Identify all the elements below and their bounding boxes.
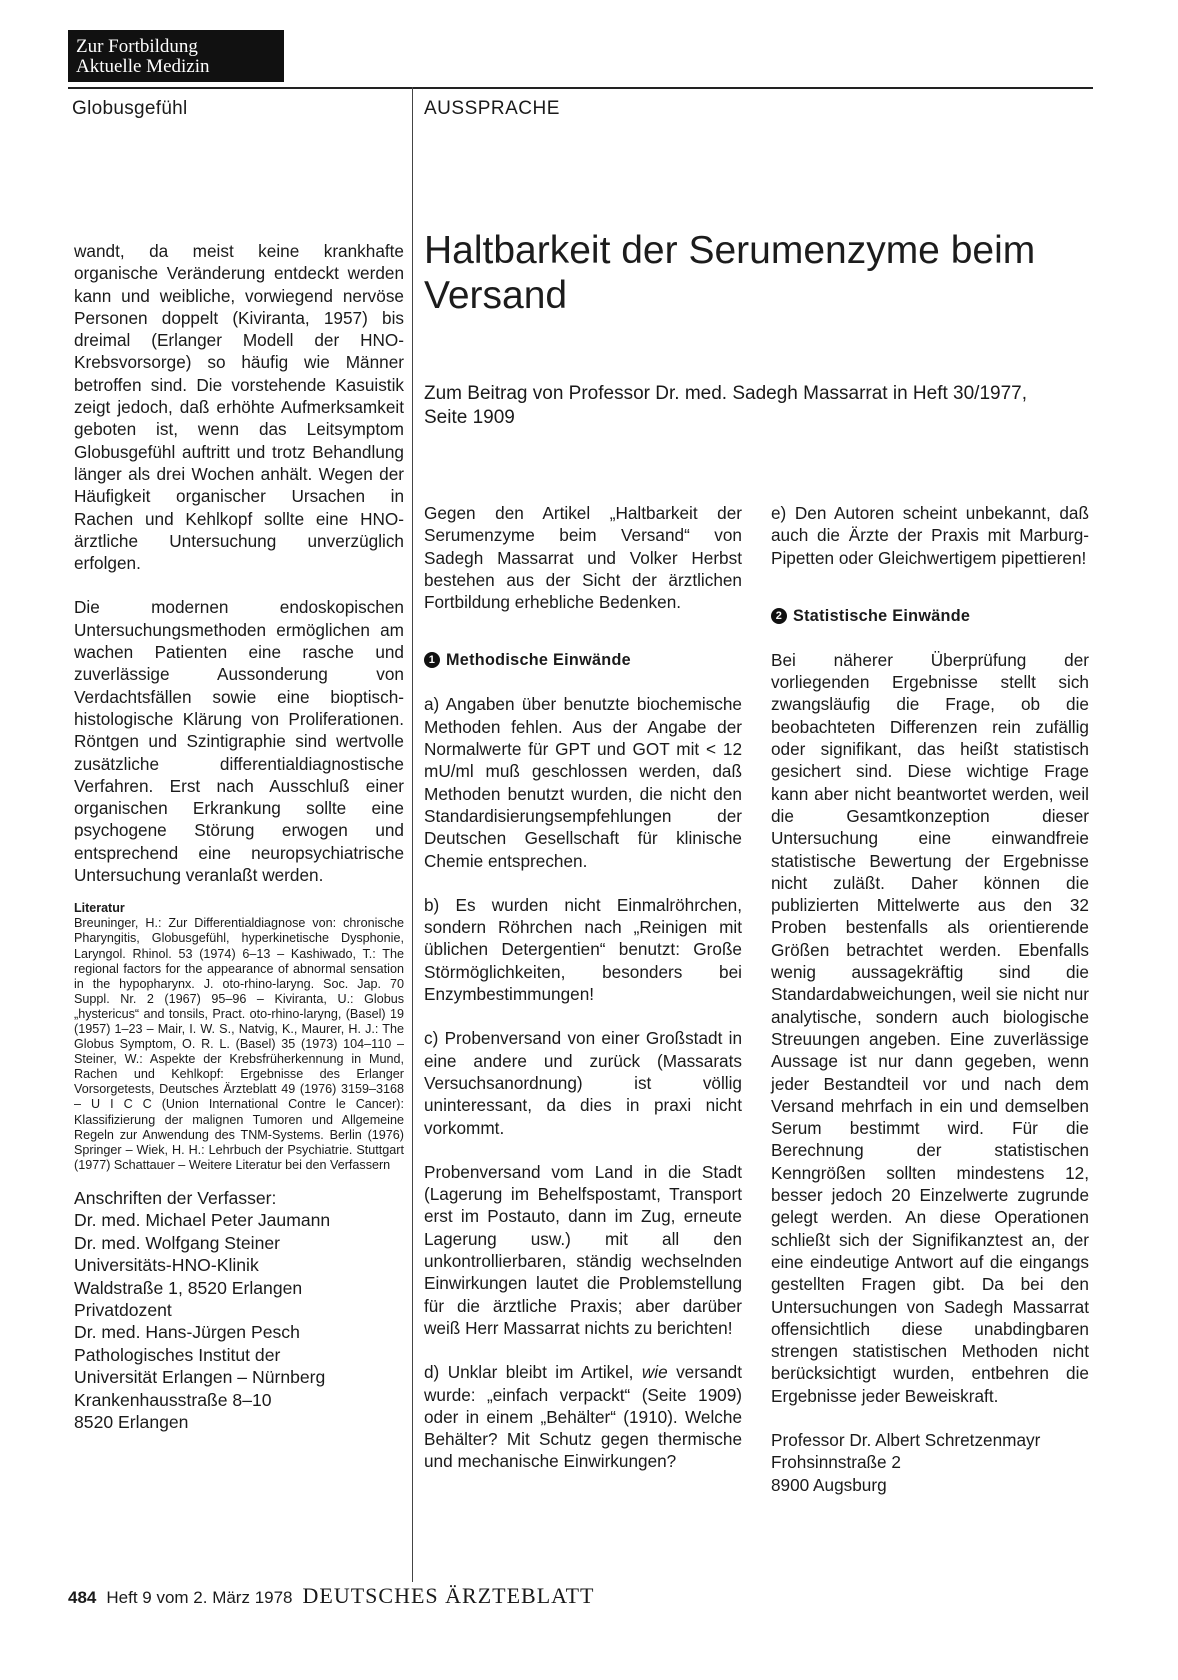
intro-paragraph: Gegen den Artikel „Haltbarkeit der Serumenzyme beim Versand“ von Sadegh Massarrat und Volker Herbst bestehen aus der Sicht der ärztlichen Fortbildung erhebliche Bedenken. [424,503,742,613]
header-rule [68,87,1093,89]
section-heading-text: Statistische Einwände [793,606,971,625]
number-badge-icon: 2 [771,608,787,624]
point-d-end: versandt wurde: „einfach verpackt“ (Seite 1909) oder in einem „Behälter“ (1910). Welche Behälter? Mit Schutz gegen thermische und mechanische Einwirkungen? [424,1362,742,1472]
banner-line-1: Zur Fortbildung [76,36,198,57]
left-section-label: Globusgefühl [72,98,188,119]
number-badge-icon: 1 [424,652,440,668]
section-heading-statistisch [771,605,1089,627]
point-d-start: d) Unklar bleibt im Artikel, [424,1362,642,1383]
section-banner [68,30,284,82]
paragraph-land: Probenversand vom Land in die Stadt (Lagerung im Behelfspostamt, Transport erst im Postauto, dann im Zug, erneute Lagerung usw.) mit all den unkontrollierbaren, ständig wechselnden Einwirkungen lautet die Problemstellung für die ärztliche Praxis; aber darüber weiß Herr Massarrat nichts zu berichten! [424,1161,742,1338]
column-divider [412,87,413,1582]
signature-address: Professor Dr. Albert Schretzenmayr Frohsinnstraße 2 8900 Augsburg [771,1429,1041,1495]
right-section-label: AUSSPRACHE [424,98,560,119]
point-c: c) Probenversand von einer Großstadt in eine andere und zurück (Massarats Versuchsanordnung) ist völlig uninteressant, da dies in praxi nicht vorkommt. [424,1028,742,1138]
journal-name: DEUTSCHES ÄRZTEBLATT [302,1583,595,1608]
statistics-paragraph: Bei näherer Überprüfung der vorliegenden Ergebnisse stellt sich zwangsläufig die Frage, ob die beobachteten Differenzen rein zufällig oder signifikant, das heißt statistisch gesichert sind. Diese wichtige Frage kann aber nicht beantwortet werden, weil die Gesamtkonzeption dieser Untersuchung eine einwandfreie statistische Bewertung der Ergebnisse nicht zuläßt. Daher können die publizierten Mittelwerte aus den 32 Proben bestenfalls als orientierende Größen betrachtet werden. Ebenfalls wenig aussagekräftig sind die Standardabweichungen, weil sie nicht nur analytische, sondern auch biologische Streuungen angeben. Eine zuverlässige Aussage ist nur dann gegeben, wenn jeder Bestandteil vor und nach dem Versand mehrfach in ein und demselben Serum bestimmt wird. Für die Berechnung der statistischen Kenngrößen sollten mindestens 12, besser jedoch 20 Einzelwerte zugrunde gelegt werden. An diese Operationen schließt sich der Signifikanztest an, der eine eindeutige Antwort auf die eingangs gestellten Fragen gibt. Da bei den Untersuchungen von Sadegh Massarrat offensichtlich diese unabdingbaren strengen statistischen Methoden nicht berücksichtigt wurden, entbehren die Ergebnisse jeder Beweiskraft. [771,649,1089,1406]
section-heading-methodisch [424,649,742,671]
section-heading-text: Methodische Einwände [446,651,631,670]
banner-line-2: Aktuelle Medizin [76,56,210,77]
left-paragraph-1: wandt, da meist keine krankhafte organische Veränderung entdeckt werden kann und weibliche, vorwiegend nervöse Personen doppelt (Kiviranta, 1957) bis dreimal (Erlanger Modell der HNO-Krebsvorsorge) so häufig wie Männer betroffen sind. Die vorstehende Kasuistik zeigt jedoch, daß erhöhte Aufmerksamkeit geboten ist, wenn das Leitsymptom Globusgefühl auftritt und trotz Behandlung länger als drei Wochen anhält. Wegen der Häufigkeit organischer Ursachen in Rachen und Kehlkopf sollte eine HNO-ärztliche Untersuchung unverzüglich erfolgen. [74,241,404,574]
page-footer [68,1585,594,1609]
middle-column [424,502,742,1473]
point-d [424,1361,742,1472]
article-title: Haltbarkeit der Serumenzyme beim Versand [424,229,1036,317]
point-d-emphasis: wie [641,1362,668,1383]
page-number: 484 [68,1588,97,1607]
literature-title: Literatur [74,901,125,916]
right-column [771,502,1089,1496]
left-paragraph-2: Die modernen endoskopischen Untersuchungsmethoden ermöglichen am wachen Patienten eine rasche und zuverlässige Aussonderung von Verdachtsfällen sowie eine bioptisch-histologische Klärung von Proliferationen. Röntgen und Szintigraphie sind wertvolle zusätzliche differentialdiagnostische Verfahren. Erst nach Ausschluß einer organischen Erkrankung sollte eine psychogene Störung erwogen und entsprechend eine neuropsychiatrische Untersuchung veranlaßt werden. [74,597,404,886]
left-column [74,240,404,1433]
point-e: e) Den Autoren scheint unbekannt, daß auch die Ärzte der Praxis mit Marburg-Pipetten oder Gleichwertigem pipettieren! [771,503,1089,568]
issue-info: Heft 9 vom 2. März 1978 [106,1588,293,1607]
article-subtitle: Zum Beitrag von Professor Dr. med. Sadegh Massarrat in Heft 30/1977, Seite 1909 [424,383,1028,428]
point-b: b) Es wurden nicht Einmalröhrchen, sondern Röhrchen nach „Reinigen mit üblichen Detergentien“ benutzt: Große Störmöglichkeiten, besonders bei Enzymbestimmungen! [424,894,742,1005]
literature-list: Breuninger, H.: Zur Differentialdiagnose von: chronische Pharyngitis, Globusgefühl, hyperkinetische Dysphonie, Laryngol. Rhinol. 53 (1974) 6–13 – Kashiwado, T.: The regional factors for the appearance of abnormal sensation in the hypopharynx. J. oto-rhino-laryng. Soc. Jap. 70 Suppl. Nr. 2 (1967) 95–96 – Kiviranta, U.: Globus „hystericus“ and tonsils, Pract. oto-rhino-laryng, (Basel) 19 (1957) 1–23 – Mair, I. W. S., Natvig, K., Maurer, H. J.: The Globus Symptom, O. R. L. (Basel) 35 (1973) 104–110 – Steiner, W.: Aspekte der Krebsfrüherkennung in Mund, Rachen und Kehlkopf: Ergebnisse des Erlanger Vorsorgetests, Deutsches Ärzteblatt 49 (1976) 3159–3168 – U I C C (Union International Contre le Cancer): Klassifizierung der malignen Tumoren und Allgemeine Regeln zur Anwendung des TNM-Systems. Berlin (1976) Springer – Wiek, H. H.: Lehrbuch der Psychiatrie. Stuttgart (1977) Schattauer – Weitere Literatur bei den Verfassern [74,916,404,1172]
point-a: a) Angaben über benutzte biochemische Methoden fehlen. Aus der Angabe der Normalwerte für GPT und GOT mit < 12 mU/ml muß geschlossen werden, daß Methoden benutzt wurden, die nicht den Standardisierungsempfehlungen der Deutschen Gesellschaft für klinische Chemie entsprechen. [424,694,742,871]
author-addresses: Anschriften der Verfasser: Dr. med. Michael Peter Jaumann Dr. med. Wolfgang Steiner Universitäts-HNO-Klinik Waldstraße 1, 8520 Erlangen Privatdozent Dr. med. Hans-Jürgen Pesch Pathologisches Institut der Universität Erlangen – Nürnberg Krankenhausstraße 8–10 8520 Erlangen [74,1187,331,1432]
